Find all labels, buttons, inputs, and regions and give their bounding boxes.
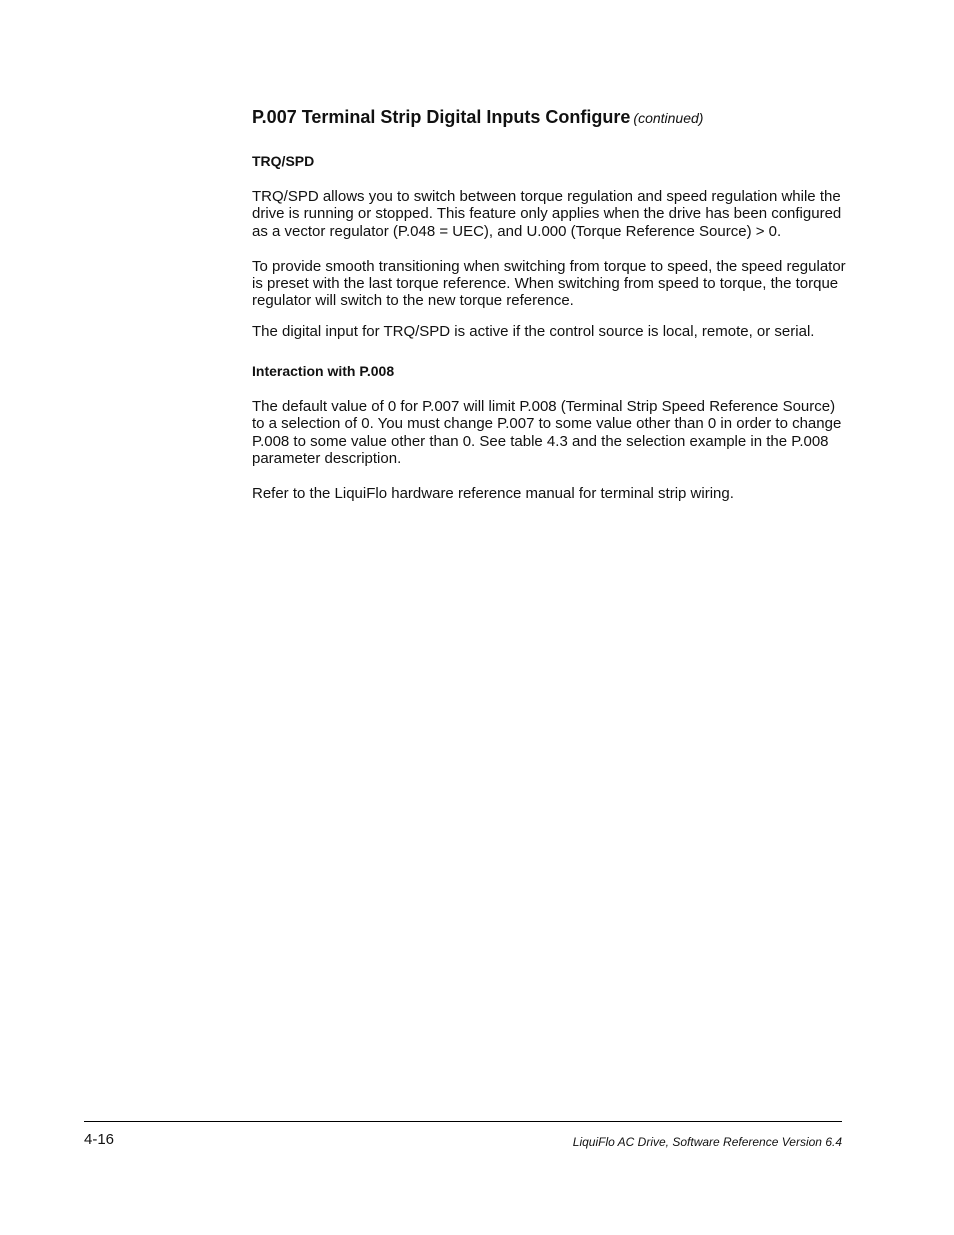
page-content [252,104,846,503]
interaction-paragraph-1: The default value of 0 for P.007 will limit P.008 (Terminal Strip Speed Reference Source) to a selection of 0. You must change P.007 to some value other than 0 in order to change P.008 to some value other than 0. See table 4.3 and the selection example in the P.008 parameter description. [252,398,842,467]
trq-spd-paragraph-2: To provide smooth transitioning when switching from torque to speed, the speed regulator is preset with the last torque reference. When switching from speed to torque, the torque regulator will switch to the new torque reference. [252,257,846,310]
continued-label: (continued) [633,110,704,126]
trq-spd-paragraph-3: The digital input for TRQ/SPD is active if the control source is local, remote, or serial. [252,322,815,340]
subheading-trq-spd: TRQ/SPD [252,153,315,169]
interaction-paragraph-2: Refer to the LiquiFlo hardware reference manual for terminal strip wiring. [252,485,734,503]
footer-divider [84,1121,842,1122]
section-title [252,104,846,131]
section-title-text: P.007 Terminal Strip Digital Inputs Configure [252,107,631,127]
trq-spd-paragraph-1: TRQ/SPD allows you to switch between torque regulation and speed regulation while the drive is running or stopped. This feature only applies when the drive has been configured as a vector regulator (P.048 = UEC), and U.000 (Torque Reference Source) > 0. [252,188,842,240]
running-footer-title: LiquiFlo AC Drive, Software Reference Version 6.4 [572,1135,842,1149]
subheading-interaction: Interaction with P.008 [252,363,395,380]
page-number: 4-16 [84,1131,115,1148]
